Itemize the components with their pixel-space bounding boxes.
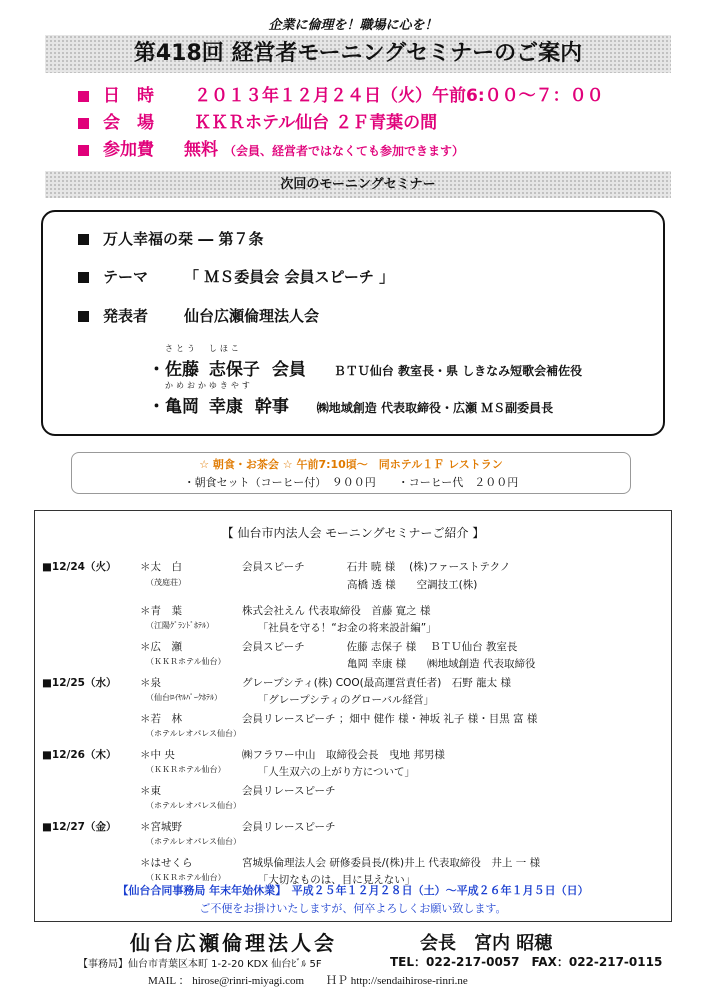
speaker-given-name: 志保子 bbox=[208, 360, 260, 380]
bullet-square-icon bbox=[78, 272, 89, 283]
schedule-line: 会員リレースピーチ bbox=[242, 785, 336, 797]
schedule-row bbox=[42, 783, 662, 819]
next-seminar-heading: 次回のモーニングセミナー bbox=[280, 177, 436, 192]
footer-tel: TEL：022-217-0057 FAX：022-217-0115 bbox=[390, 955, 663, 969]
footer-org: 仙台広瀬倫理法人会 bbox=[130, 931, 337, 955]
schedule-line: 会員スピーチ 佐藤 志保子 様 ＢＴＵ仙台 教室長 bbox=[242, 641, 518, 653]
info-label: 参加費 bbox=[103, 140, 154, 160]
schedule-date: ■12/25（水） bbox=[42, 677, 117, 689]
schedule-row bbox=[42, 675, 662, 711]
schedule-date: ■12/27（金） bbox=[42, 821, 117, 833]
bullet-square-icon bbox=[78, 118, 89, 129]
schedule-place: ＊宮城野 bbox=[140, 821, 182, 833]
schedule-list bbox=[42, 559, 662, 891]
schedule-place: ＊はせくら bbox=[140, 857, 193, 869]
info-note: （会員、経営者ではなくても参加できます） bbox=[224, 144, 465, 158]
theme-value: 「 ＭＳ委員会 会員スピーチ 」 bbox=[184, 268, 395, 286]
schedule-line: 「社員を守る！“お金の将来設計編”」 bbox=[242, 622, 437, 634]
schedule-date: ■12/26（木） bbox=[42, 749, 117, 761]
seminar-row-presenter bbox=[78, 305, 319, 326]
schedule-venue: （ＫＫＲホテル仙台） bbox=[146, 657, 226, 666]
speaker-given-name: 幸康 bbox=[208, 397, 243, 417]
bullet-square-icon bbox=[78, 311, 89, 322]
info-value: 無料 bbox=[184, 140, 218, 160]
schedule-line: グレープシティ(株) COO(最高運営責任者) 石野 龍太 様 bbox=[242, 677, 511, 689]
info-fee bbox=[78, 135, 464, 160]
schedule-line: 「大切なものは、目に見えない」 bbox=[242, 874, 416, 886]
schedule-line: 会員スピーチ 石井 暁 様 (株)ファーストテクノ bbox=[242, 561, 511, 573]
schedule-row bbox=[42, 559, 662, 603]
speaker-surname: 佐藤 bbox=[165, 360, 199, 380]
schedule-line: 高橋 透 様 空調技工(株) bbox=[242, 579, 478, 591]
speaker-ruby: かめおか bbox=[165, 381, 209, 390]
schedule-row bbox=[42, 711, 662, 747]
seminar-row-theme bbox=[78, 266, 394, 287]
speaker-role: 会員 bbox=[271, 360, 306, 380]
title-bar bbox=[45, 35, 671, 73]
info-venue bbox=[78, 108, 437, 133]
schedule-heading: 【 仙台市内法人会 モーニングセミナーご紹介 】 bbox=[221, 526, 485, 540]
info-value: ＫＫＲホテル仙台 ２Ｆ青葉の間 bbox=[194, 113, 438, 133]
info-label: 日 時 bbox=[103, 86, 154, 106]
speaker-ruby: ゆきやす bbox=[208, 381, 253, 390]
schedule-venue: （ホテルレオパレス仙台） bbox=[146, 729, 241, 738]
presenter-value: 仙台広瀬倫理法人会 bbox=[184, 307, 320, 325]
schedule-row bbox=[42, 747, 662, 783]
schedule-line: 会員リレースピーチ bbox=[242, 821, 336, 833]
page-title: 第418回 経営者モーニングセミナーのご案内 bbox=[133, 41, 583, 66]
info-label: 会 場 bbox=[103, 113, 154, 133]
schedule-venue: （茂庭荘） bbox=[146, 578, 186, 587]
speaker-ruby: さとう bbox=[165, 344, 198, 353]
holiday-notice: 【仙台合同事務局 年末年始休業】 平成２５年１２月２８日（土）〜平成２６年１月５日（日） bbox=[117, 884, 589, 897]
schedule-line: 「グレープシティのグローバル経営」 bbox=[242, 694, 434, 706]
seminar-row-book bbox=[78, 228, 263, 249]
schedule-venue: （ホテルレオパレス仙台） bbox=[146, 837, 241, 846]
info-value: ２０１３年１２月２４日（火）午前6:００〜７：００ bbox=[194, 86, 604, 106]
next-seminar-bar bbox=[45, 171, 671, 198]
info-datetime bbox=[78, 81, 604, 106]
schedule-line: ㈱フラワー中山 取締役会長 曳地 邦男様 bbox=[242, 749, 445, 761]
schedule-row bbox=[42, 603, 662, 639]
schedule-venue: （ＫＫＲホテル仙台） bbox=[146, 765, 226, 774]
schedule-place: ＊太 白 bbox=[140, 561, 182, 573]
schedule-place: ＊青 葉 bbox=[140, 605, 182, 617]
schedule-venue: （ホテルレオパレス仙台） bbox=[146, 801, 241, 810]
theme-label: テーマ bbox=[103, 268, 149, 286]
schedule-place: ＊泉 bbox=[140, 677, 161, 689]
speaker-ruby: しほこ bbox=[208, 344, 242, 353]
speaker-desc: ㈱地域創造 代表取締役・広瀬 ＭＳ副委員長 bbox=[316, 401, 554, 415]
speaker-role: 幹事 bbox=[254, 397, 289, 417]
schedule-date: ■12/24（火） bbox=[42, 561, 117, 573]
holiday-apology: ご不便をお掛けいたしますが、何卒よろしくお願い致します。 bbox=[199, 902, 507, 915]
seminar-book: 万人幸福の栞 ― 第７条 bbox=[103, 230, 264, 248]
schedule-venue: （江陽ｸﾞﾗﾝﾄﾞﾎﾃﾙ） bbox=[146, 621, 214, 630]
schedule-place: ＊中 央 bbox=[140, 749, 175, 761]
bullet-square-icon bbox=[78, 145, 89, 156]
speaker-1: ・ さとう 佐藤 しほこ 志保子 会員 ＢＴＵ仙台 教室長・県 しきなみ短歌会補佐役 bbox=[148, 344, 583, 380]
speaker-surname: 亀岡 bbox=[165, 397, 199, 417]
schedule-line: 「人生双六の上がり方について」 bbox=[242, 766, 416, 778]
tagline: 企業に倫理を！職場に心を！ bbox=[268, 18, 438, 33]
breakfast-title: ☆ 朝食・お茶会 ☆ 午前7:10頃〜 同ホテル１Ｆ レストラン bbox=[199, 458, 503, 471]
schedule-row bbox=[42, 639, 662, 675]
schedule-place: ＊若 林 bbox=[140, 713, 182, 725]
schedule-line: 株式会社えん 代表取締役 首藤 寛之 様 bbox=[242, 605, 431, 617]
schedule-venue: （ＫＫＲホテル仙台） bbox=[146, 873, 226, 882]
breakfast-items: ・朝食セット（コーヒー付） ９００円 ・コーヒー代 ２００円 bbox=[183, 476, 519, 489]
schedule-venue: （仙台ﾛｲﾔﾙﾊﾟｰｸﾎﾃﾙ） bbox=[146, 693, 222, 702]
schedule-place: ＊東 bbox=[140, 785, 161, 797]
footer-mail: MAIL ： hirose@rinri-miyagi.com ＨＰ http://sendaihirose-rinri.ne bbox=[148, 975, 468, 987]
speaker-2: ・ かめおか 亀岡 ゆきやす 幸康 幹事 ㈱地域創造 代表取締役・広瀬 ＭＳ副委員長 bbox=[148, 381, 554, 417]
speaker-desc: ＢＴＵ仙台 教室長・県 しきなみ短歌会補佐役 bbox=[333, 364, 583, 378]
bullet-square-icon bbox=[78, 91, 89, 102]
footer-chair: 会長 宮内 昭穂 bbox=[420, 933, 553, 954]
schedule-line: 会員リレースピーチ ；畑中 健作 様・神坂 礼子 様・目黒 富 様 bbox=[242, 713, 538, 725]
presenter-label: 発表者 bbox=[103, 307, 149, 325]
footer-address: 【事務局】仙台市青葉区本町 1-2-20 KDX 仙台ﾋﾞﾙ 5F bbox=[78, 959, 322, 970]
schedule-place: ＊広 瀬 bbox=[140, 641, 182, 653]
schedule-line: 宮城県倫理法人会 研修委員長/(株)井上 代表取締役 井上 一 様 bbox=[242, 857, 541, 869]
bullet-square-icon bbox=[78, 234, 89, 245]
schedule-line: 亀岡 幸康 様 ㈱地域創造 代表取締役 bbox=[242, 658, 536, 670]
schedule-row bbox=[42, 819, 662, 855]
